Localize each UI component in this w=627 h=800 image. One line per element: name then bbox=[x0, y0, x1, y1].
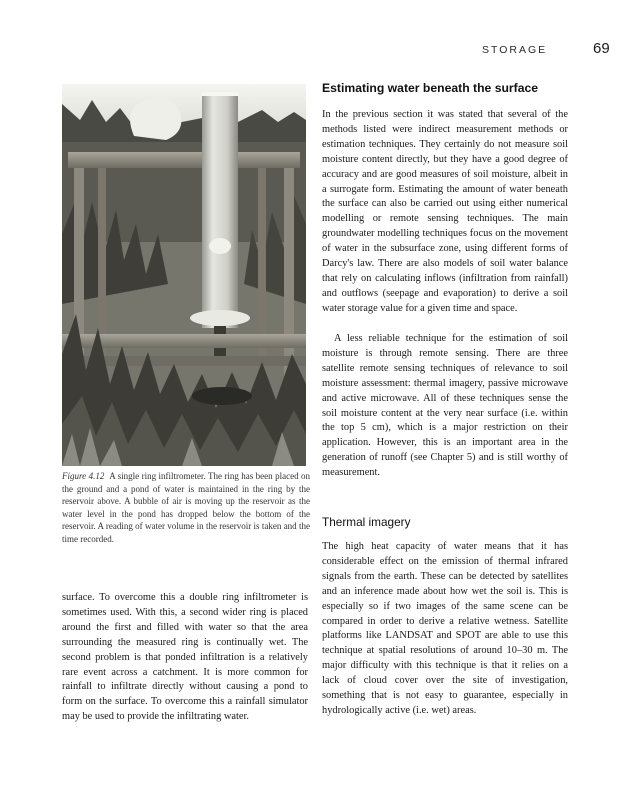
figure-caption-text: A single ring infiltrometer. The ring has been placed on the ground and a pond of water is maintained in the ring by the reservoir above. A bubble of air is moving up the reservoir as the water level in the pond has dropped below the bottom of the reservoir. A reading of water volume in the reservoir is taken and the time recorded. bbox=[62, 471, 310, 544]
subsection-heading: Thermal imagery bbox=[322, 515, 411, 529]
figure-label: Figure 4.12 bbox=[62, 471, 105, 481]
running-head: STORAGE bbox=[482, 44, 548, 56]
right-column-paragraph-3: The high heat capacity of water means that it has considerable effect on the emission of thermal infrared signals from the earth. These can be detected by satellites and an inference made about how wet the soil is. This is especially so if two images of the same scene can be compared in order to derive a relative wetness. Satellite platforms like LANDSAT and SPOT are able to use this technique at spatial resolutions of around 10–30 m. The major difficulty with this technique is that it relies on a lack of cloud cover over the site of investigation, something that is not easy to guarantee, especially in hydrologically active (i.e. wet) areas. bbox=[322, 541, 568, 716]
figure-photo-infiltrometer bbox=[62, 84, 306, 466]
right-column-paragraph-1: In the previous section it was stated that several of the methods listed were indirect measurement methods or estimation techniques. They certainly do not measure soil moisture content directly, but they have a good degree of accuracy and are good measures of soil moisture, albeit in a surrogate form. Estimating the amount of water beneath the surface can also be carried out using either numerical modelling or remote sensing techniques. The main groundwater modelling techniques focus on the movement of water in the subsurface zone, using different forms of Darcy's law. There are also models of soil water balance that rely on calculating inflows (infiltration from rainfall) and outflows (seepage and evaporation) to derive a soil water storage value for a given time and space. bbox=[322, 109, 568, 314]
section-heading: Estimating water beneath the surface bbox=[322, 81, 539, 95]
right-column-paragraph-2: A less reliable technique for the estimation of soil moisture is through remote sensing. There are three satellite remote sensing techniques of relevance to soil moisture assessment: thermal imagery, passive microwave and active microwave. All of these techniques sense the soil moisture content at the very near surface (i.e. within the top 5 cm), which is a major restriction on their application. However, this is an important area in the generation of runoff (see Chapter 5) and is still worthy of measurement. bbox=[322, 333, 568, 479]
left-column-paragraph: surface. To overcome this a double ring infiltrometer is sometimes used. With this, a second wider ring is placed around the first and filled with water so that the area surrounding the measured ring is continually wet. The second problem is that ponded infiltration is a relatively rare event across a catchment. It is more common for rainfall to infiltrate directly without causing a pond to form on the surface. To overcome this a rainfall simulator may be used to provide the infiltrating water. bbox=[62, 592, 308, 723]
figure-caption bbox=[62, 470, 310, 546]
page-number: 69 bbox=[593, 40, 610, 57]
